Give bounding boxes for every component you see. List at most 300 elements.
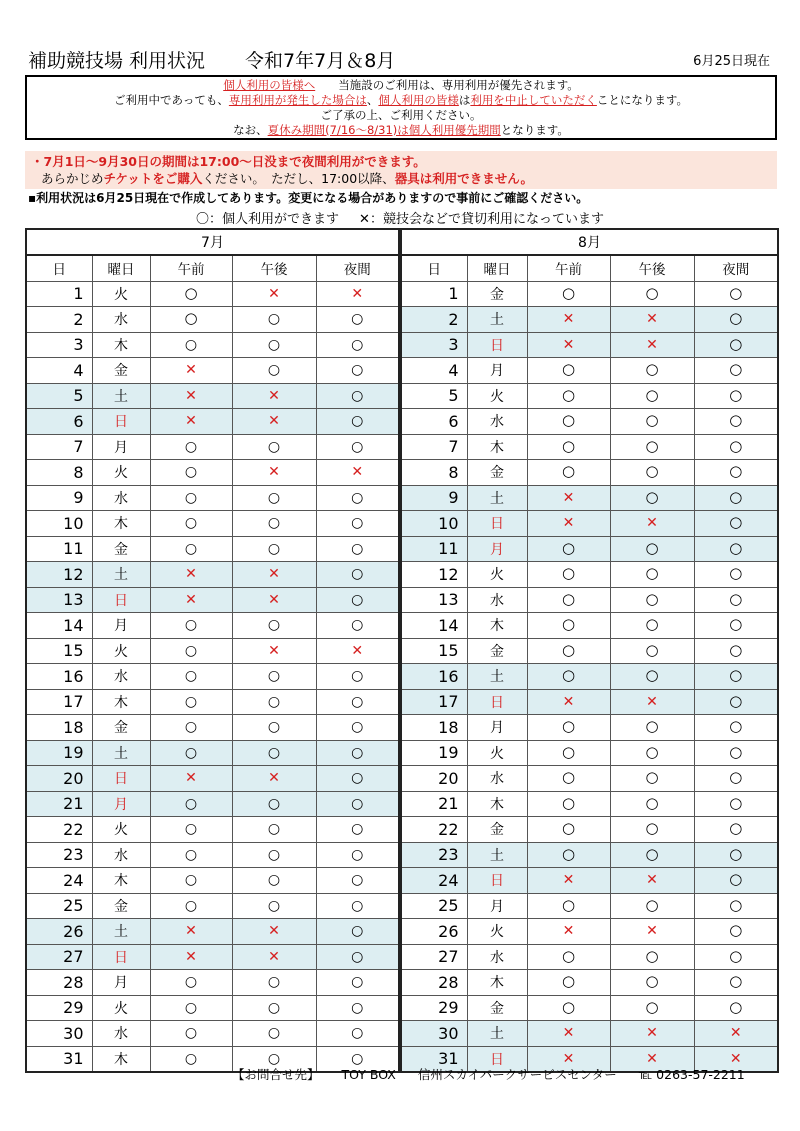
available-circle-icon: ○ bbox=[729, 921, 743, 940]
day-number: 6 bbox=[26, 409, 92, 435]
booked-cross-icon: ✕ bbox=[185, 591, 197, 608]
afternoon-status bbox=[610, 689, 694, 715]
available-circle-icon: ○ bbox=[267, 515, 281, 532]
morning-status bbox=[150, 485, 232, 511]
available-circle-icon: ○ bbox=[184, 283, 198, 302]
available-circle-icon: ○ bbox=[267, 719, 281, 736]
available-circle-icon: ○ bbox=[729, 615, 743, 634]
available-circle-icon: ○ bbox=[645, 742, 659, 761]
july-row-25 bbox=[26, 893, 399, 919]
weekday: 木 bbox=[92, 1046, 150, 1072]
morning-status bbox=[150, 281, 232, 307]
day-number: 13 bbox=[401, 587, 467, 613]
notice-line-3: ご了承の上、ご利用ください。 bbox=[320, 108, 482, 122]
weekday: 月 bbox=[467, 536, 527, 562]
available-circle-icon: ○ bbox=[729, 691, 743, 710]
available-circle-icon: ○ bbox=[351, 821, 364, 838]
morning-status bbox=[150, 613, 232, 639]
col-morning: 午前 bbox=[150, 255, 232, 281]
afternoon-status bbox=[232, 868, 316, 894]
notice-text-4a: なお、 bbox=[233, 123, 268, 137]
august-row-9 bbox=[401, 485, 778, 511]
night-status bbox=[694, 868, 778, 894]
july-row-16 bbox=[26, 664, 399, 690]
afternoon-status bbox=[610, 307, 694, 333]
facility-title: 補助競技場 利用状況 bbox=[28, 50, 206, 72]
available-circle-icon: ○ bbox=[351, 923, 364, 940]
afternoon-status bbox=[610, 511, 694, 537]
july-month-label: 7月 bbox=[26, 229, 399, 255]
available-circle-icon: ○ bbox=[351, 719, 364, 736]
available-circle-icon: ○ bbox=[267, 744, 281, 761]
available-circle-icon: ○ bbox=[351, 846, 364, 863]
day-number: 4 bbox=[26, 358, 92, 384]
morning-status bbox=[527, 307, 610, 333]
available-circle-icon: ○ bbox=[561, 360, 576, 379]
notice-box bbox=[25, 75, 777, 140]
available-circle-icon: ○ bbox=[561, 946, 576, 965]
afternoon-status bbox=[232, 970, 316, 996]
day-number: 4 bbox=[401, 358, 467, 384]
july-row-13 bbox=[26, 587, 399, 613]
afternoon-status bbox=[232, 562, 316, 588]
day-number: 12 bbox=[401, 562, 467, 588]
available-circle-icon: ○ bbox=[267, 336, 281, 353]
july-row-23 bbox=[26, 842, 399, 868]
weekday: 木 bbox=[92, 332, 150, 358]
night-status bbox=[694, 740, 778, 766]
afternoon-status bbox=[232, 638, 316, 664]
notice-line-2 bbox=[27, 93, 775, 108]
booked-cross-icon: ✕ bbox=[268, 387, 280, 404]
available-circle-icon: ○ bbox=[645, 717, 659, 736]
weekday: 金 bbox=[467, 995, 527, 1021]
morning-status bbox=[527, 689, 610, 715]
available-circle-icon: ○ bbox=[729, 895, 743, 914]
morning-status bbox=[150, 409, 232, 435]
day-number: 2 bbox=[26, 307, 92, 333]
july-row-12 bbox=[26, 562, 399, 588]
night-status bbox=[316, 562, 399, 588]
available-circle-icon: ○ bbox=[267, 438, 281, 455]
morning-status bbox=[150, 383, 232, 409]
day-number: 15 bbox=[401, 638, 467, 664]
july-row-17 bbox=[26, 689, 399, 715]
august-row-23 bbox=[401, 842, 778, 868]
available-circle-icon: ○ bbox=[645, 283, 659, 302]
weekday: 日 bbox=[467, 868, 527, 894]
available-circle-icon: ○ bbox=[729, 666, 743, 685]
available-circle-icon: ○ bbox=[645, 666, 659, 685]
available-circle-icon: ○ bbox=[351, 438, 364, 455]
morning-status bbox=[527, 460, 610, 486]
booked-cross-icon: ✕ bbox=[185, 923, 197, 940]
afternoon-status bbox=[232, 740, 316, 766]
day-number: 21 bbox=[26, 791, 92, 817]
booked-cross-icon: ✕ bbox=[646, 1025, 658, 1042]
day-number: 31 bbox=[401, 1046, 467, 1072]
night-status bbox=[694, 817, 778, 843]
august-row-24 bbox=[401, 868, 778, 894]
contact-footer bbox=[232, 1065, 745, 1083]
day-number: 29 bbox=[26, 995, 92, 1021]
day-number: 28 bbox=[26, 970, 92, 996]
morning-status bbox=[150, 766, 232, 792]
available-circle-icon: ○ bbox=[561, 895, 576, 914]
notice-text-1: 当施設のご利用は、専用利用が優先されます。 bbox=[338, 78, 579, 92]
weekday: 日 bbox=[467, 511, 527, 537]
afternoon-status bbox=[610, 791, 694, 817]
available-circle-icon: ○ bbox=[351, 387, 364, 404]
afternoon-status bbox=[232, 587, 316, 613]
morning-status bbox=[527, 536, 610, 562]
afternoon-status bbox=[610, 919, 694, 945]
available-circle-icon: ○ bbox=[351, 515, 364, 532]
night-status bbox=[316, 664, 399, 690]
available-circle-icon: ○ bbox=[267, 1025, 281, 1042]
morning-status bbox=[150, 536, 232, 562]
august-row-8 bbox=[401, 460, 778, 486]
weekday: 月 bbox=[467, 358, 527, 384]
day-number: 26 bbox=[26, 919, 92, 945]
night-status bbox=[316, 944, 399, 970]
august-row-5 bbox=[401, 383, 778, 409]
august-row-22 bbox=[401, 817, 778, 843]
notice-text-2f: 利用を中止していただく bbox=[470, 93, 597, 107]
morning-status bbox=[150, 332, 232, 358]
night-status bbox=[316, 638, 399, 664]
booked-cross-icon: ✕ bbox=[268, 591, 280, 608]
available-circle-icon: ○ bbox=[184, 719, 198, 736]
night-status bbox=[316, 1021, 399, 1047]
notice-text-2g: ことになります。 bbox=[596, 93, 688, 107]
weekday: 日 bbox=[467, 1046, 527, 1072]
weekday: 金 bbox=[467, 281, 527, 307]
weekday: 火 bbox=[92, 638, 150, 664]
morning-status bbox=[527, 715, 610, 741]
night-status bbox=[316, 689, 399, 715]
morning-status bbox=[527, 740, 610, 766]
available-circle-icon: ○ bbox=[351, 744, 364, 761]
day-number: 7 bbox=[26, 434, 92, 460]
day-number: 5 bbox=[401, 383, 467, 409]
august-row-14 bbox=[401, 613, 778, 639]
weekday: 木 bbox=[467, 791, 527, 817]
afternoon-status bbox=[610, 409, 694, 435]
available-circle-icon: ○ bbox=[729, 819, 743, 838]
day-number: 13 bbox=[26, 587, 92, 613]
weekday: 金 bbox=[92, 715, 150, 741]
day-number: 10 bbox=[401, 511, 467, 537]
july-row-30 bbox=[26, 1021, 399, 1047]
afternoon-status bbox=[232, 766, 316, 792]
available-circle-icon: ○ bbox=[729, 487, 743, 506]
night-status bbox=[694, 638, 778, 664]
ticket-text-d: 器具は利用できません。 bbox=[394, 171, 533, 186]
weekday: 月 bbox=[92, 434, 150, 460]
available-circle-icon: ○ bbox=[267, 693, 281, 710]
ticket-text-c: ください。 ただし、17:00以降、 bbox=[202, 171, 395, 186]
day-number: 9 bbox=[401, 485, 467, 511]
weekday: 水 bbox=[467, 766, 527, 792]
col-afternoon: 午後 bbox=[610, 255, 694, 281]
notice-text-2e: は bbox=[458, 93, 471, 107]
day-number: 18 bbox=[401, 715, 467, 741]
night-status bbox=[694, 460, 778, 486]
july-table bbox=[25, 228, 400, 1073]
day-number: 30 bbox=[26, 1021, 92, 1047]
night-status bbox=[316, 919, 399, 945]
available-circle-icon: ○ bbox=[351, 897, 364, 914]
afternoon-status bbox=[232, 460, 316, 486]
afternoon-status bbox=[232, 358, 316, 384]
afternoon-status bbox=[232, 332, 316, 358]
weekday: 金 bbox=[92, 358, 150, 384]
booked-cross-icon: ✕ bbox=[268, 923, 280, 940]
weekday: 日 bbox=[467, 332, 527, 358]
booked-cross-icon: ✕ bbox=[185, 566, 197, 583]
available-circle-icon: ○ bbox=[561, 283, 576, 302]
weekday: 木 bbox=[92, 511, 150, 537]
day-number: 23 bbox=[401, 842, 467, 868]
weekday: 火 bbox=[92, 281, 150, 307]
july-row-28 bbox=[26, 970, 399, 996]
afternoon-status bbox=[610, 332, 694, 358]
night-status bbox=[316, 511, 399, 537]
afternoon-status bbox=[610, 842, 694, 868]
available-circle-icon: ○ bbox=[561, 717, 576, 736]
july-row-26 bbox=[26, 919, 399, 945]
weekday: 火 bbox=[92, 995, 150, 1021]
afternoon-status bbox=[232, 715, 316, 741]
afternoon-status bbox=[610, 766, 694, 792]
booked-cross-icon: ✕ bbox=[646, 1050, 658, 1067]
july-row-18 bbox=[26, 715, 399, 741]
night-status bbox=[316, 970, 399, 996]
august-row-25 bbox=[401, 893, 778, 919]
available-circle-icon: ○ bbox=[729, 844, 743, 863]
morning-status bbox=[527, 638, 610, 664]
day-number: 8 bbox=[401, 460, 467, 486]
available-circle-icon: ○ bbox=[645, 844, 659, 863]
morning-status bbox=[150, 715, 232, 741]
available-circle-icon: ○ bbox=[645, 640, 659, 659]
morning-status bbox=[150, 587, 232, 613]
night-status bbox=[316, 817, 399, 843]
col-night: 夜間 bbox=[694, 255, 778, 281]
booked-cross-icon: ✕ bbox=[646, 923, 658, 940]
weekday: 木 bbox=[92, 689, 150, 715]
morning-status bbox=[150, 817, 232, 843]
day-number: 22 bbox=[401, 817, 467, 843]
day-number: 14 bbox=[401, 613, 467, 639]
available-circle-icon: ○ bbox=[351, 999, 364, 1016]
night-status bbox=[694, 587, 778, 613]
as-of-date: 6月25日現在 bbox=[693, 54, 770, 69]
available-circle-icon: ○ bbox=[184, 1050, 198, 1067]
night-status bbox=[694, 485, 778, 511]
legend-cross: ✕：競技会などで貸切利用になっています bbox=[359, 212, 604, 227]
available-circle-icon: ○ bbox=[267, 668, 281, 685]
available-circle-icon: ○ bbox=[729, 589, 743, 608]
morning-status bbox=[527, 970, 610, 996]
legend-circle: 〇：個人利用ができます bbox=[196, 212, 340, 227]
afternoon-status bbox=[232, 511, 316, 537]
available-circle-icon: ○ bbox=[645, 895, 659, 914]
available-circle-icon: ○ bbox=[729, 462, 743, 481]
available-circle-icon: ○ bbox=[351, 770, 364, 787]
afternoon-status bbox=[232, 817, 316, 843]
available-circle-icon: ○ bbox=[351, 540, 364, 557]
contact-center: 信州スカイパークサービスセンター bbox=[417, 1067, 617, 1082]
morning-status bbox=[527, 842, 610, 868]
booked-cross-icon: ✕ bbox=[351, 285, 364, 302]
day-number: 25 bbox=[401, 893, 467, 919]
afternoon-status bbox=[232, 434, 316, 460]
notice-text-2d: 個人利用の皆様 bbox=[378, 93, 459, 107]
august-row-11 bbox=[401, 536, 778, 562]
night-status bbox=[316, 587, 399, 613]
available-circle-icon: ○ bbox=[184, 438, 198, 455]
booked-cross-icon: ✕ bbox=[562, 1050, 575, 1067]
col-weekday: 曜日 bbox=[467, 255, 527, 281]
afternoon-status bbox=[232, 791, 316, 817]
morning-status bbox=[150, 358, 232, 384]
available-circle-icon: ○ bbox=[267, 1050, 281, 1067]
august-row-17 bbox=[401, 689, 778, 715]
available-circle-icon: ○ bbox=[184, 617, 198, 634]
available-circle-icon: ○ bbox=[267, 999, 281, 1016]
weekday: 水 bbox=[92, 842, 150, 868]
available-circle-icon: ○ bbox=[267, 974, 281, 991]
available-circle-icon: ○ bbox=[184, 872, 198, 889]
morning-status bbox=[527, 995, 610, 1021]
weekday: 水 bbox=[92, 1021, 150, 1047]
afternoon-status bbox=[232, 919, 316, 945]
col-afternoon: 午後 bbox=[232, 255, 316, 281]
afternoon-status bbox=[610, 1021, 694, 1047]
booked-cross-icon: ✕ bbox=[562, 923, 575, 940]
morning-status bbox=[527, 791, 610, 817]
afternoon-status bbox=[232, 664, 316, 690]
page-title bbox=[28, 46, 395, 73]
morning-status bbox=[527, 868, 610, 894]
available-circle-icon: ○ bbox=[729, 360, 743, 379]
afternoon-status bbox=[610, 281, 694, 307]
day-number: 3 bbox=[401, 332, 467, 358]
booked-cross-icon: ✕ bbox=[351, 464, 364, 481]
morning-status bbox=[527, 817, 610, 843]
morning-status bbox=[527, 383, 610, 409]
available-circle-icon: ○ bbox=[267, 362, 281, 379]
night-status bbox=[694, 383, 778, 409]
afternoon-status bbox=[610, 817, 694, 843]
available-circle-icon: ○ bbox=[267, 617, 281, 634]
afternoon-status bbox=[232, 307, 316, 333]
day-number: 17 bbox=[26, 689, 92, 715]
morning-status bbox=[150, 1046, 232, 1072]
day-number: 26 bbox=[401, 919, 467, 945]
afternoon-status bbox=[610, 893, 694, 919]
night-status bbox=[316, 409, 399, 435]
morning-status bbox=[527, 332, 610, 358]
night-status bbox=[316, 740, 399, 766]
col-night: 夜間 bbox=[316, 255, 399, 281]
available-circle-icon: ○ bbox=[561, 589, 576, 608]
available-circle-icon: ○ bbox=[184, 744, 198, 761]
july-row-22 bbox=[26, 817, 399, 843]
afternoon-status bbox=[610, 358, 694, 384]
night-status bbox=[694, 842, 778, 868]
morning-status bbox=[527, 562, 610, 588]
available-circle-icon: ○ bbox=[729, 742, 743, 761]
available-circle-icon: ○ bbox=[645, 589, 659, 608]
morning-status bbox=[527, 281, 610, 307]
afternoon-status bbox=[610, 562, 694, 588]
booked-cross-icon: ✕ bbox=[268, 413, 280, 430]
day-number: 1 bbox=[401, 281, 467, 307]
available-circle-icon: ○ bbox=[561, 972, 576, 991]
night-status bbox=[316, 485, 399, 511]
booked-cross-icon: ✕ bbox=[646, 693, 658, 710]
day-number: 25 bbox=[26, 893, 92, 919]
weekday: 土 bbox=[92, 740, 150, 766]
day-number: 11 bbox=[26, 536, 92, 562]
legend bbox=[0, 208, 800, 227]
weekday: 日 bbox=[92, 766, 150, 792]
available-circle-icon: ○ bbox=[729, 538, 743, 557]
booked-cross-icon: ✕ bbox=[729, 1025, 742, 1042]
booked-cross-icon: ✕ bbox=[351, 642, 364, 659]
available-circle-icon: ○ bbox=[645, 768, 659, 787]
august-row-29 bbox=[401, 995, 778, 1021]
night-use-band bbox=[25, 151, 777, 189]
afternoon-status bbox=[610, 485, 694, 511]
weekday: 日 bbox=[467, 689, 527, 715]
august-row-28 bbox=[401, 970, 778, 996]
afternoon-status bbox=[610, 383, 694, 409]
afternoon-status bbox=[610, 970, 694, 996]
available-circle-icon: ○ bbox=[184, 668, 198, 685]
booked-cross-icon: ✕ bbox=[268, 770, 280, 787]
available-circle-icon: ○ bbox=[729, 334, 743, 353]
available-circle-icon: ○ bbox=[351, 1025, 364, 1042]
available-circle-icon: ○ bbox=[729, 564, 743, 583]
available-circle-icon: ○ bbox=[645, 564, 659, 583]
morning-status bbox=[150, 868, 232, 894]
night-status bbox=[694, 766, 778, 792]
night-status bbox=[316, 715, 399, 741]
notice-text-2a: ご利用中であっても、 bbox=[114, 93, 229, 107]
july-header-row bbox=[26, 255, 399, 281]
booked-cross-icon: ✕ bbox=[646, 311, 658, 328]
available-circle-icon: ○ bbox=[729, 513, 743, 532]
morning-status bbox=[527, 766, 610, 792]
booked-cross-icon: ✕ bbox=[185, 948, 197, 965]
afternoon-status bbox=[232, 1021, 316, 1047]
period-title: 令和7年7月＆8月 bbox=[245, 50, 396, 72]
available-circle-icon: ○ bbox=[184, 464, 198, 481]
night-status bbox=[316, 307, 399, 333]
available-circle-icon: ○ bbox=[729, 870, 743, 889]
afternoon-status bbox=[610, 868, 694, 894]
july-row-21 bbox=[26, 791, 399, 817]
weekday: 日 bbox=[92, 587, 150, 613]
available-circle-icon: ○ bbox=[351, 617, 364, 634]
available-circle-icon: ○ bbox=[351, 948, 364, 965]
available-circle-icon: ○ bbox=[729, 309, 743, 328]
august-row-3 bbox=[401, 332, 778, 358]
